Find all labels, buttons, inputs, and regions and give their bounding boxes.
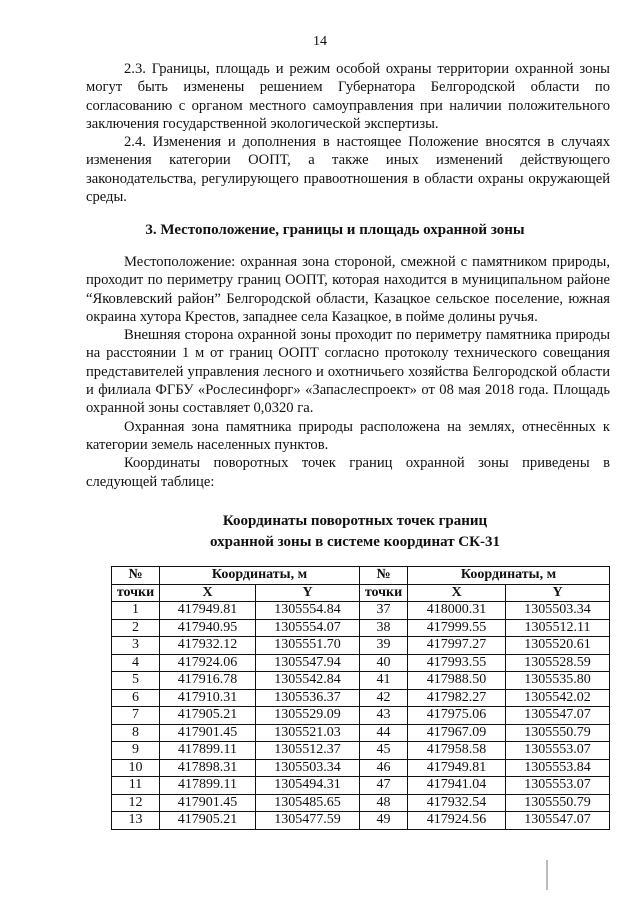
point-number-cell: 12 [112, 794, 160, 812]
y-coordinate-cell: 1305494.31 [256, 777, 360, 795]
x-coordinate-cell: 417924.06 [160, 654, 256, 672]
x-coordinate-cell: 417940.95 [160, 619, 256, 637]
section-2-paragraphs [86, 60, 610, 206]
point-number-cell: 9 [112, 742, 160, 760]
x-coordinate-cell: 417949.81 [160, 602, 256, 620]
point-number-cell: 37 [360, 602, 408, 620]
x-coordinate-cell: 417975.06 [408, 707, 506, 725]
y-coordinate-cell: 1305553.84 [506, 759, 610, 777]
table-row [112, 619, 610, 637]
point-number-cell: 42 [360, 689, 408, 707]
point-number-cell: 41 [360, 672, 408, 690]
margin-mark [546, 860, 548, 890]
point-number-cell: 47 [360, 777, 408, 795]
table-row [112, 812, 610, 830]
y-coordinate-cell: 1305503.34 [506, 602, 610, 620]
table-row [112, 602, 610, 620]
table-row [112, 794, 610, 812]
x-coordinate-cell: 417988.50 [408, 672, 506, 690]
x-coordinate-cell: 417901.45 [160, 794, 256, 812]
point-number-cell: 3 [112, 637, 160, 655]
point-number-cell: 1 [112, 602, 160, 620]
table-header-row [112, 567, 610, 585]
y-coordinate-cell: 1305550.79 [506, 794, 610, 812]
y-coordinate-cell: 1305554.84 [256, 602, 360, 620]
y-coordinate-cell: 1305503.34 [256, 759, 360, 777]
x-coordinate-cell: 417916.78 [160, 672, 256, 690]
point-number-cell: 10 [112, 759, 160, 777]
point-number-cell: 46 [360, 759, 408, 777]
point-number-cell: 39 [360, 637, 408, 655]
point-number-cell: 5 [112, 672, 160, 690]
x-coordinate-cell: 417967.09 [408, 724, 506, 742]
point-number-cell: 40 [360, 654, 408, 672]
x-coordinate-cell: 417999.55 [408, 619, 506, 637]
point-number-cell: 2 [112, 619, 160, 637]
point-number-cell: 38 [360, 619, 408, 637]
x-coordinate-cell: 417910.31 [160, 689, 256, 707]
point-number-cell: 7 [112, 707, 160, 725]
y-coordinate-cell: 1305477.59 [256, 812, 360, 830]
y-coordinate-cell: 1305520.61 [506, 637, 610, 655]
header-y: Y [506, 584, 610, 602]
point-number-cell: 11 [112, 777, 160, 795]
table-row [112, 689, 610, 707]
x-coordinate-cell: 417901.45 [160, 724, 256, 742]
y-coordinate-cell: 1305550.79 [506, 724, 610, 742]
x-coordinate-cell: 417905.21 [160, 707, 256, 725]
x-coordinate-cell: 417949.81 [408, 759, 506, 777]
table-row [112, 637, 610, 655]
paragraph-location: Местоположение: охранная зона стороной, смежной с памятником природы, проходит по периметру границ ООПТ, которая находится в муниципальном районе “Яковлевский район” Белгородской области, Казацкое сельское поселение, южная окраина хутора Крестов, западнее села Казацкое, в пойме долины ручья. [86, 254, 610, 325]
y-coordinate-cell: 1305521.03 [256, 724, 360, 742]
header-x: X [160, 584, 256, 602]
paragraph-outer-boundary: Внешняя сторона охранной зоны проходит по периметру памятника природы на расстоянии 1 м от границ ООПТ согласно протоколу технического совещания представителей управления лесного и охотничьего хозяйства Белгородской области и филиала ФГБУ «Рослесинфорг» «Запаслеспроект» от 08 мая 2018 года. Площадь охранной зоны составляет 0,0320 га. [86, 327, 610, 417]
point-number-cell: 43 [360, 707, 408, 725]
y-coordinate-cell: 1305536.37 [256, 689, 360, 707]
paragraph-lands: Охранная зона памятника природы расположена на землях, отнесённых к категории земель населенных пунктов. [86, 418, 610, 453]
y-coordinate-cell: 1305512.37 [256, 742, 360, 760]
y-coordinate-cell: 1305547.94 [256, 654, 360, 672]
y-coordinate-cell: 1305485.65 [256, 794, 360, 812]
table-row [112, 742, 610, 760]
header-point-number: № [112, 567, 160, 585]
x-coordinate-cell: 417898.31 [160, 759, 256, 777]
coordinates-table [111, 566, 610, 830]
x-coordinate-cell: 417899.11 [160, 777, 256, 795]
paragraph-2-3: 2.3. Границы, площадь и режим особой охраны территории охранной зоны могут быть изменены решением Губернатора Белгородской области по согласованию с органом местного самоуправления при наличии положительного заключения государственной экологической экспертизы. [86, 61, 610, 132]
header-point-label: точки [360, 584, 408, 602]
y-coordinate-cell: 1305554.07 [256, 619, 360, 637]
point-number-cell: 4 [112, 654, 160, 672]
page-number: 14 [313, 34, 327, 49]
x-coordinate-cell: 417993.55 [408, 654, 506, 672]
header-coordinates: Координаты, м [408, 567, 610, 585]
x-coordinate-cell: 417982.27 [408, 689, 506, 707]
point-number-cell: 6 [112, 689, 160, 707]
header-point-label: точки [112, 584, 160, 602]
y-coordinate-cell: 1305547.07 [506, 812, 610, 830]
section-3-heading: 3. Местоположение, границы и площадь охранной зоны [145, 222, 525, 238]
y-coordinate-cell: 1305535.80 [506, 672, 610, 690]
y-coordinate-cell: 1305542.84 [256, 672, 360, 690]
table-title-line-2: охранной зоны в системе координат СК-31 [209, 534, 501, 550]
y-coordinate-cell: 1305551.70 [256, 637, 360, 655]
paragraph-table-intro: Координаты поворотных точек границ охранной зоны приведены в следующей таблице: [86, 455, 610, 490]
paragraph-2-4: 2.4. Изменения и дополнения в настоящее Положение вносятся в случаях изменения категории ООПТ, а также иных изменений действующего законодательства, регулирующего правоотношения в области охраны окружающей среды. [86, 134, 610, 206]
point-number-cell: 44 [360, 724, 408, 742]
table-row [112, 672, 610, 690]
y-coordinate-cell: 1305529.09 [256, 707, 360, 725]
x-coordinate-cell: 418000.31 [408, 602, 506, 620]
x-coordinate-cell: 417899.11 [160, 742, 256, 760]
x-coordinate-cell: 417924.56 [408, 812, 506, 830]
x-coordinate-cell: 417941.04 [408, 777, 506, 795]
point-number-cell: 13 [112, 812, 160, 830]
header-point-number: № [360, 567, 408, 585]
x-coordinate-cell: 417958.58 [408, 742, 506, 760]
x-coordinate-cell: 417932.12 [160, 637, 256, 655]
header-x: X [408, 584, 506, 602]
table-body [112, 602, 610, 830]
point-number-cell: 49 [360, 812, 408, 830]
point-number-cell: 48 [360, 794, 408, 812]
table-title [0, 511, 640, 553]
y-coordinate-cell: 1305547.07 [506, 707, 610, 725]
point-number-cell: 8 [112, 724, 160, 742]
header-y: Y [256, 584, 360, 602]
section-3-paragraphs [86, 253, 610, 491]
y-coordinate-cell: 1305512.11 [506, 619, 610, 637]
table-subheader-row [112, 584, 610, 602]
table-row [112, 654, 610, 672]
x-coordinate-cell: 417932.54 [408, 794, 506, 812]
table-row [112, 777, 610, 795]
y-coordinate-cell: 1305542.02 [506, 689, 610, 707]
table-row [112, 759, 610, 777]
y-coordinate-cell: 1305528.59 [506, 654, 610, 672]
header-coordinates: Координаты, м [160, 567, 360, 585]
x-coordinate-cell: 417997.27 [408, 637, 506, 655]
table-row [112, 707, 610, 725]
y-coordinate-cell: 1305553.07 [506, 777, 610, 795]
table-row [112, 724, 610, 742]
table-title-line-1: Координаты поворотных точек границ [222, 513, 488, 529]
point-number-cell: 45 [360, 742, 408, 760]
y-coordinate-cell: 1305553.07 [506, 742, 610, 760]
x-coordinate-cell: 417905.21 [160, 812, 256, 830]
